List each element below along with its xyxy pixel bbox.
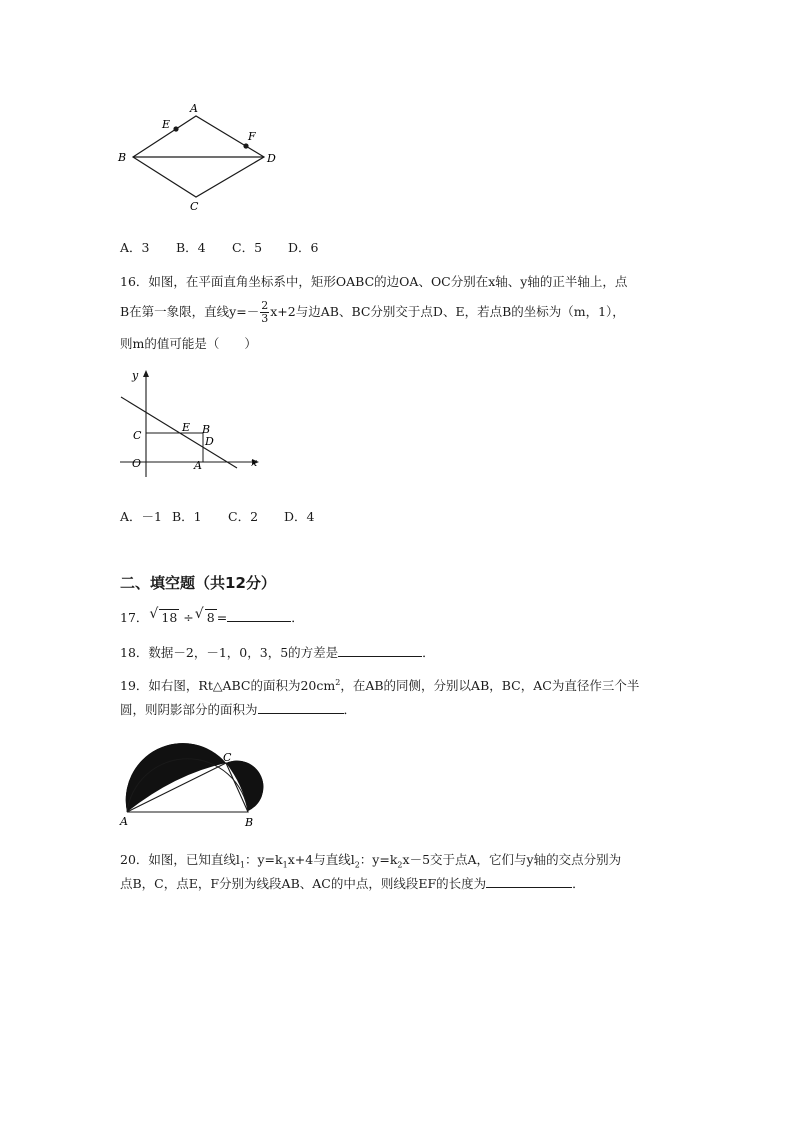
- q16-coordinate-figure: [115, 365, 265, 480]
- q16-label-c: C: [133, 429, 142, 442]
- q19-label-c: C: [223, 751, 232, 764]
- q20-line-1-e: x－5交于点A，它们与y轴的交点分别为: [402, 852, 622, 867]
- q19-area-unit-sup: 2: [335, 677, 341, 687]
- q16-label-o: O: [132, 457, 142, 470]
- q20-answer-blank[interactable]: [486, 875, 572, 888]
- q15-options: [120, 238, 344, 256]
- q19-line-1: [120, 676, 639, 694]
- q15-label-b: B: [118, 151, 127, 164]
- q17-sqrt-8: √ 8: [194, 606, 215, 625]
- q19-line-1-end: ，在AB的同侧，分别以AB，BC，AC为直径作三个半: [340, 678, 640, 693]
- q19-semicircle-figure: [115, 730, 280, 830]
- q15-option-c: C．5: [232, 240, 263, 255]
- q20-sub-1: 1: [239, 860, 245, 870]
- q16-frac-sign: －: [246, 304, 260, 319]
- q16-label-b: B: [202, 423, 211, 436]
- q16-fraction: [260, 300, 269, 325]
- q16-frac-den: 3: [261, 312, 269, 325]
- q17-line: [120, 608, 304, 626]
- q20-sub-4: 2: [397, 860, 403, 870]
- q16-label-d: D: [205, 435, 214, 448]
- q17-sqrt-18: √ 18: [149, 606, 178, 625]
- q17-prefix: 17．: [120, 610, 149, 625]
- q17-answer-blank[interactable]: [227, 609, 291, 622]
- q19-label-b: B: [245, 816, 254, 829]
- q16-options: [120, 507, 340, 525]
- q18-end: ．: [422, 645, 435, 660]
- q15-rhombus-figure: [112, 100, 292, 215]
- q17-equals: =: [216, 610, 228, 625]
- q16-option-a: A．－1: [120, 509, 162, 524]
- q20-line-2-text: 点B，C，点E，F分别为线段AB、AC的中点，则线段EF的长度为: [120, 876, 487, 891]
- q16-label-x: x: [251, 456, 258, 469]
- q19-line-2: [120, 700, 356, 718]
- q15-option-a: A．3: [120, 240, 150, 255]
- q20-line-1-b: ：y=k: [245, 852, 283, 867]
- q17-radicand-2: 8: [206, 610, 215, 625]
- q20-line-2: [120, 874, 585, 892]
- q17-radicand-1: 18: [161, 610, 178, 625]
- q17-end: ．: [291, 610, 304, 625]
- q16-option-c: C．2: [228, 509, 259, 524]
- section-title-fill-in: 二、填空题（共12分）: [120, 574, 276, 592]
- q20-line-1-a: 20．如图，已知直线l: [120, 852, 240, 867]
- q19-answer-blank[interactable]: [258, 701, 344, 714]
- q15-option-b: B．4: [176, 240, 206, 255]
- q20-sub-3: 2: [354, 860, 360, 870]
- q16-line-2-start: B在第一象限，直线y=: [120, 304, 247, 319]
- q15-label-d: D: [267, 152, 276, 165]
- q19-label-a: A: [120, 815, 128, 828]
- q16-label-e: E: [182, 421, 191, 434]
- q15-label-e: E: [162, 118, 171, 131]
- q19-line-2-text: 圆，则阴影部分的面积为: [120, 702, 258, 717]
- q20-sub-2: 1: [282, 860, 288, 870]
- q20-end: ．: [572, 876, 585, 891]
- q16-frac-num: 2: [261, 299, 269, 312]
- q15-label-c: C: [190, 200, 199, 213]
- q16-option-d: D．4: [284, 509, 315, 524]
- q20-line-1-d: ：y=k: [359, 852, 398, 867]
- q17-operator: ÷: [183, 610, 194, 625]
- q19-line-1-start: 19．如右图，Rt△ABC的面积为20cm: [120, 678, 336, 693]
- q16-option-b: B．1: [172, 509, 202, 524]
- q16-line-1: 16．如图，在平面直角坐标系中，矩形OABC的边OA、OC分别在x轴、y轴的正半轴上，点: [120, 274, 628, 289]
- q16-line-2-end: x+2与边AB、BC分别交于点D、E，若点B的坐标为（m，1），: [270, 304, 625, 319]
- q15-label-a: A: [190, 102, 198, 115]
- q18-line: [120, 643, 435, 661]
- q19-end: ．: [343, 702, 357, 717]
- q20-line-1-c: x+4与直线l: [287, 852, 355, 867]
- q20-line-1: [120, 850, 621, 870]
- q15-label-f: F: [248, 130, 256, 143]
- q16-label-y: y: [132, 369, 139, 382]
- q16-line-3: 则m的值可能是（ ）: [120, 336, 257, 351]
- q16-label-a: A: [194, 459, 202, 472]
- q15-option-d: D．6: [288, 240, 319, 255]
- q16-line-2: [120, 300, 625, 325]
- q18-text: 18．数据－2，－1，0，3，5的方差是: [120, 645, 339, 660]
- q18-answer-blank[interactable]: [338, 644, 422, 657]
